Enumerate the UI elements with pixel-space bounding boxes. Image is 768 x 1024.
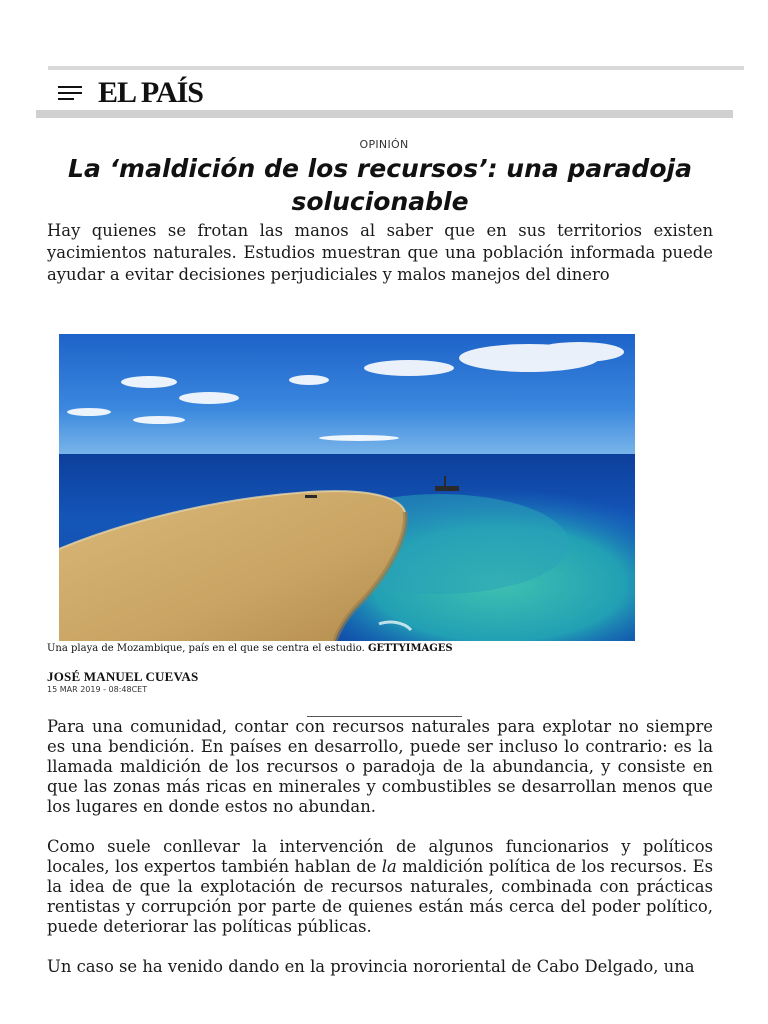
beach-photo [59, 334, 635, 641]
article-headline: La ‘maldición de los recursos’: una paradoja solucionable [68, 154, 692, 216]
author-name[interactable]: JOSÉ MANUEL CUEVAS [47, 669, 199, 684]
paragraph-2 [47, 837, 713, 937]
paragraph-2-start: Como suele conllevar la intervención de algunos funcionarios y políticos locales, los expertos también hablan de [47, 837, 713, 876]
article-lead: Hay quienes se frotan las manos al saber que en sus territorios existen yacimientos naturales. Estudios muestran que una población informada puede ayudar a evitar decisiones perjudiciales y malos manejos del dinero [47, 221, 713, 284]
caption-credit: GETTYIMAGES [367, 643, 453, 654]
el-pais-logo[interactable]: EL PAÍS [98, 76, 203, 109]
caption-text: Una playa de Mozambique, país en el que se centra el estudio. [47, 643, 365, 654]
site-header [48, 70, 744, 110]
section-label[interactable]: OPINIÓN [359, 138, 409, 151]
header-divider [36, 110, 733, 118]
paragraph-3: Un caso se ha venido dando en la provincia nororiental de Cabo Delgado, una [47, 957, 695, 976]
paragraph-2-end: maldición política de los recursos. Es la idea de que la explotación de recursos naturales, combinada con prácticas rentistas y corrupción por parte de quienes están más cerca del poder político, puede deteriorar las políticas públicas. [47, 857, 713, 936]
publish-date: 15 MAR 2019 - 08:48CET [47, 685, 148, 694]
paragraph-2-italic: la [381, 857, 397, 876]
hamburger-menu-icon[interactable] [58, 86, 82, 100]
photo-caption [47, 643, 707, 654]
paragraph-1: Para una comunidad, contar con recursos naturales para explotar no siempre es una bendición. En países en desarrollo, puede ser incluso lo contrario: es la llamada maldición de los recursos o paradoja de la abundancia, y consiste en que las zonas más ricas en minerales y combustibles se desarrollan menos que los lugares en donde estos no abundan. [47, 717, 713, 816]
